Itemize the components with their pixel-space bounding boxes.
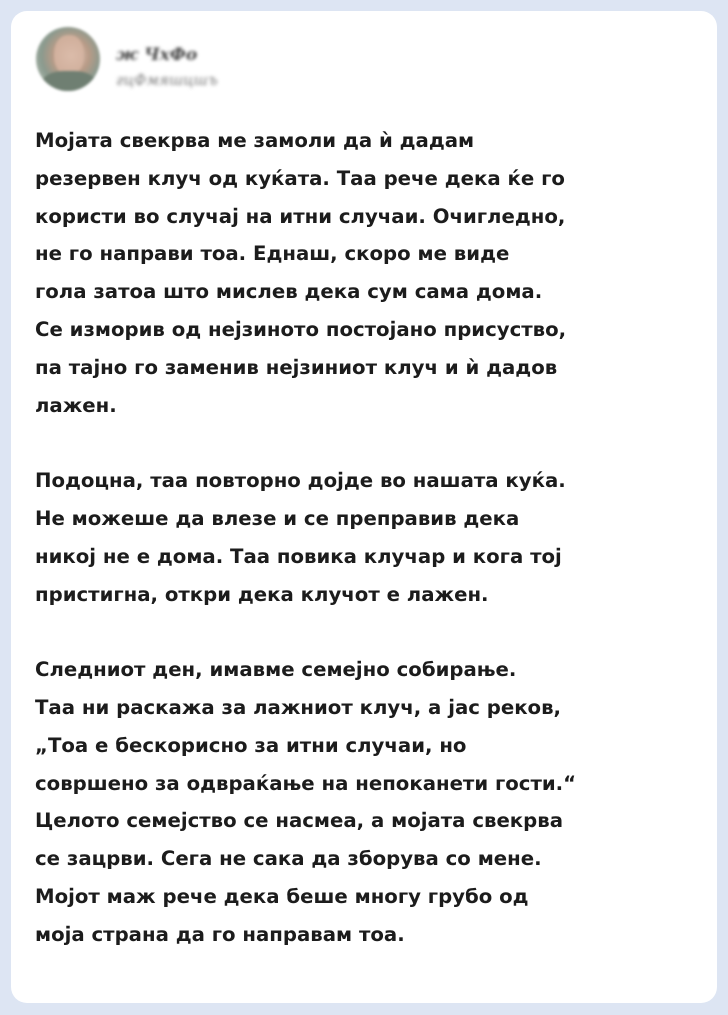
text-line: се зацрви. Сега не сака да зборува со мене.: [35, 847, 542, 871]
author-handle[interactable]: гцФмяшцшъ: [116, 71, 218, 89]
text-line: совршено за одвраќање на непоканети гости.“: [35, 771, 577, 795]
text-line: Мојот маж рече дека беше многу грубо од: [35, 884, 529, 908]
text-line: Следниот ден, имавме семејно собирање.: [35, 658, 517, 682]
text-line: лажен.: [35, 393, 117, 417]
post-text: [35, 122, 715, 954]
text-line: Не можеше да влезе и се преправив дека: [35, 506, 520, 530]
text-line: гола затоа што мислев дека сум сама дома.: [35, 280, 543, 304]
text-line: Таа ни раскажа за лажниот клуч, а јас реков,: [35, 695, 562, 719]
text-line: па тајно го заменив нејзиниот клуч и ѝ дадов: [35, 355, 558, 379]
avatar-face: [54, 35, 84, 75]
text-line: никој не е дома. Таа повика клучар и кога тој: [35, 544, 562, 568]
avatar-body: [42, 71, 96, 91]
text-line: „Тоа е бескорисно за итни случаи, но: [35, 733, 467, 757]
avatar[interactable]: [36, 27, 100, 91]
post-paragraph: [35, 122, 715, 424]
text-line: Подоцна, таа повторно дојде во нашата куќа.: [35, 469, 566, 493]
text-line: користи во случај на итни случаи. Очигледно,: [35, 204, 566, 228]
post-paragraph: [35, 651, 715, 953]
post-paragraph: [35, 462, 715, 613]
text-line: Се изморив од нејзиното постојано присуство,: [35, 317, 567, 341]
post-card: [11, 11, 717, 1003]
text-line: не го направи тоа. Еднаш, скоро ме виде: [35, 242, 510, 266]
text-line: Мојата свекрва ме замоли да ѝ дадам: [35, 129, 475, 152]
text-line: резервен клуч од куќата. Таа рече дека ќе го: [35, 166, 565, 190]
author-name[interactable]: ж ЧхФо: [116, 45, 198, 65]
text-line: моја страна да го направам тоа.: [35, 922, 405, 946]
text-line: пристигна, откри дека клучот е лажен.: [35, 582, 489, 606]
text-line: Целото семејство се насмеа, а мојата свекрва: [35, 809, 564, 833]
